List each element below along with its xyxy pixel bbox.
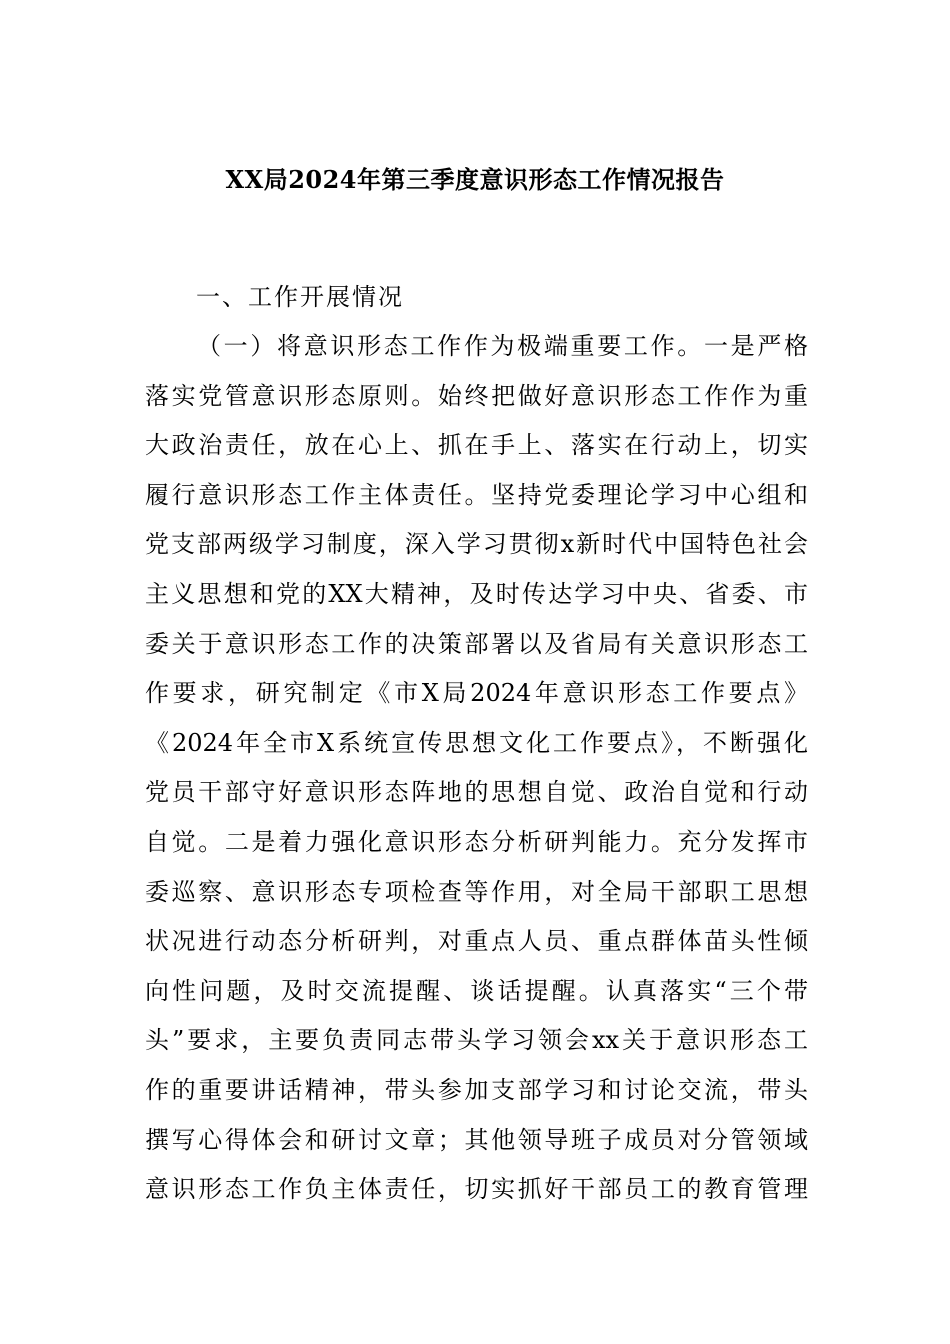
paragraph-line: 落实党管意识形态原则。始终把做好意识形态工作作为重: [145, 381, 808, 410]
paragraph-line: 撰写心得体会和研讨文章；其他领导班子成员对分管领域: [145, 1125, 808, 1154]
paragraph-line: 委关于意识形态工作的决策部署以及省局有关意识形态工: [145, 629, 808, 658]
paragraph-line: 自觉。二是着力强化意识形态分析研判能力。充分发挥市: [145, 827, 808, 856]
paragraph-line: 《2024年全市X系统宣传思想文化工作要点》，不断强化: [145, 728, 808, 757]
paragraph-line: 作的重要讲话精神，带头参加支部学习和讨论交流，带头: [145, 1075, 808, 1104]
section-heading: 一、工作开展情况: [196, 283, 404, 311]
paragraph-line: 作要求，研究制定《市X局2024年意识形态工作要点》: [145, 679, 808, 708]
paragraph-line: 委巡察、意识形态专项检查等作用，对全局干部职工思想: [145, 877, 808, 906]
paragraph-line: 大政治责任，放在心上、抓在手上、落实在行动上，切实: [145, 431, 808, 460]
body-paragraph: [145, 326, 808, 1219]
document-title: XX局2024年第三季度意识形态工作情况报告: [225, 165, 725, 194]
paragraph-line: 主义思想和党的XX大精神，及时传达学习中央、省委、市: [145, 579, 808, 608]
paragraph-line: 党支部两级学习制度，深入学习贯彻x新时代中国特色社会: [145, 530, 808, 559]
paragraph-line: 状况进行动态分析研判，对重点人员、重点群体苗头性倾: [145, 927, 808, 956]
paragraph-line: 党员干部守好意识形态阵地的思想自觉、政治自觉和行动: [145, 778, 808, 807]
paragraph-line: 履行意识形态工作主体责任。坚持党委理论学习中心组和: [145, 480, 808, 509]
paragraph-line: 意识形态工作负主体责任，切实抓好干部员工的教育管理: [145, 1175, 808, 1204]
paragraph-line: （一）将意识形态工作作为极端重要工作。一是严格: [197, 332, 808, 360]
paragraph-line: 向性问题，及时交流提醒、谈话提醒。认真落实“三个带: [145, 976, 808, 1005]
paragraph-line: 头”要求，主要负责同志带头学习领会xx关于意识形态工: [145, 1026, 808, 1055]
